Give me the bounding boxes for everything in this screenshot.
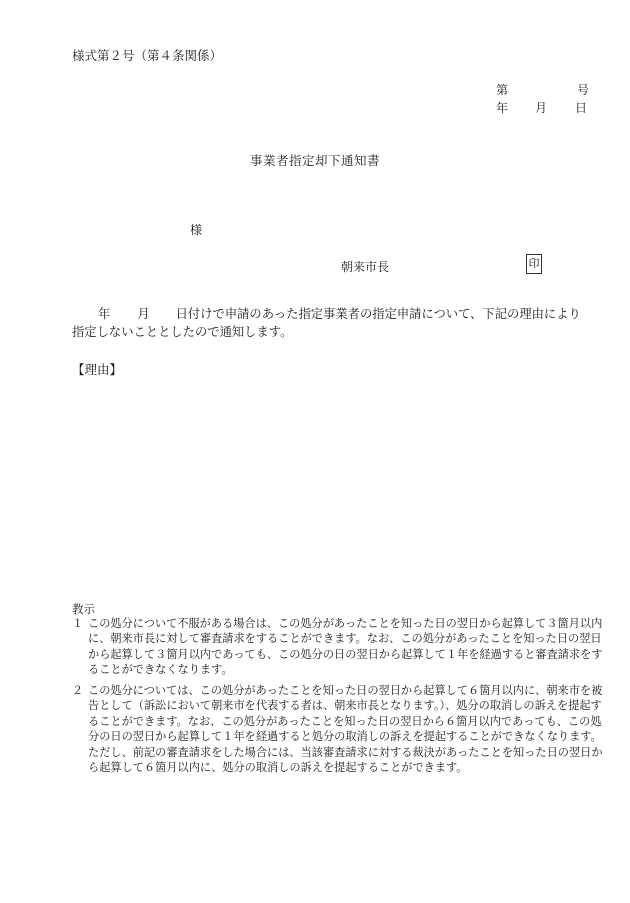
form-label: 様式第２号（第４条関係） [72, 48, 223, 63]
seal-mark: 印 [526, 254, 542, 274]
instruction-item [72, 683, 607, 775]
instruction-text: この処分について不服がある場合は、この処分があったことを知った日の翌日から起算して３箇月以内に、朝来市長に対して審査請求をすることができます。なお、この処分があったことを知った日の翌日から起算して３箇月以内であっても、この処分の日の翌日から起算して１年を経過すると審査請求をすることができなくなります。 [88, 617, 603, 677]
notice-body [72, 305, 592, 341]
sender-name: 朝来市長 [341, 260, 390, 274]
reason-heading: 【理由】 [72, 362, 123, 377]
body-text: 日付けで申請のあった指定事業者の指定申請について、下記の理由により指定しないこととしたので通知します。 [72, 307, 581, 339]
doc-number-suffix: 号 [577, 83, 590, 97]
body-month: 月 [137, 307, 150, 321]
instruction-number: １ [72, 617, 84, 630]
body-year: 年 [98, 307, 111, 321]
date-day: 日 [575, 101, 588, 115]
document-number [496, 81, 589, 98]
addressee-honorific: 様 [190, 223, 203, 237]
document-title: 事業者指定却下通知書 [249, 153, 380, 168]
instructions-heading: 教示 [72, 602, 95, 616]
document-date [496, 99, 587, 116]
instruction-item [72, 616, 607, 678]
instruction-number: ２ [72, 684, 84, 697]
date-year: 年 [496, 101, 509, 115]
instruction-text: この処分については、この処分があったことを知った日の翌日から起算して６箇月以内に、朝来市を被告として（訴訟において朝来市を代表する者は、朝来市長となります。）、処分の取消しの訴えを提起することができます。なお、この処分があったことを知った日の翌日から６箇月以内であっても、この処分の日の翌日から起算して１年を経過すると処分の取消しの訴えを提起することができなくなります。ただし、前記の審査請求をした場合には、当該審査請求に対する裁決があったことを知った日の翌日から起算して６箇月以内に、処分の取消しの訴えを提起することができます。 [88, 684, 603, 775]
doc-number-prefix: 第 [496, 83, 509, 97]
date-month: 月 [535, 101, 548, 115]
